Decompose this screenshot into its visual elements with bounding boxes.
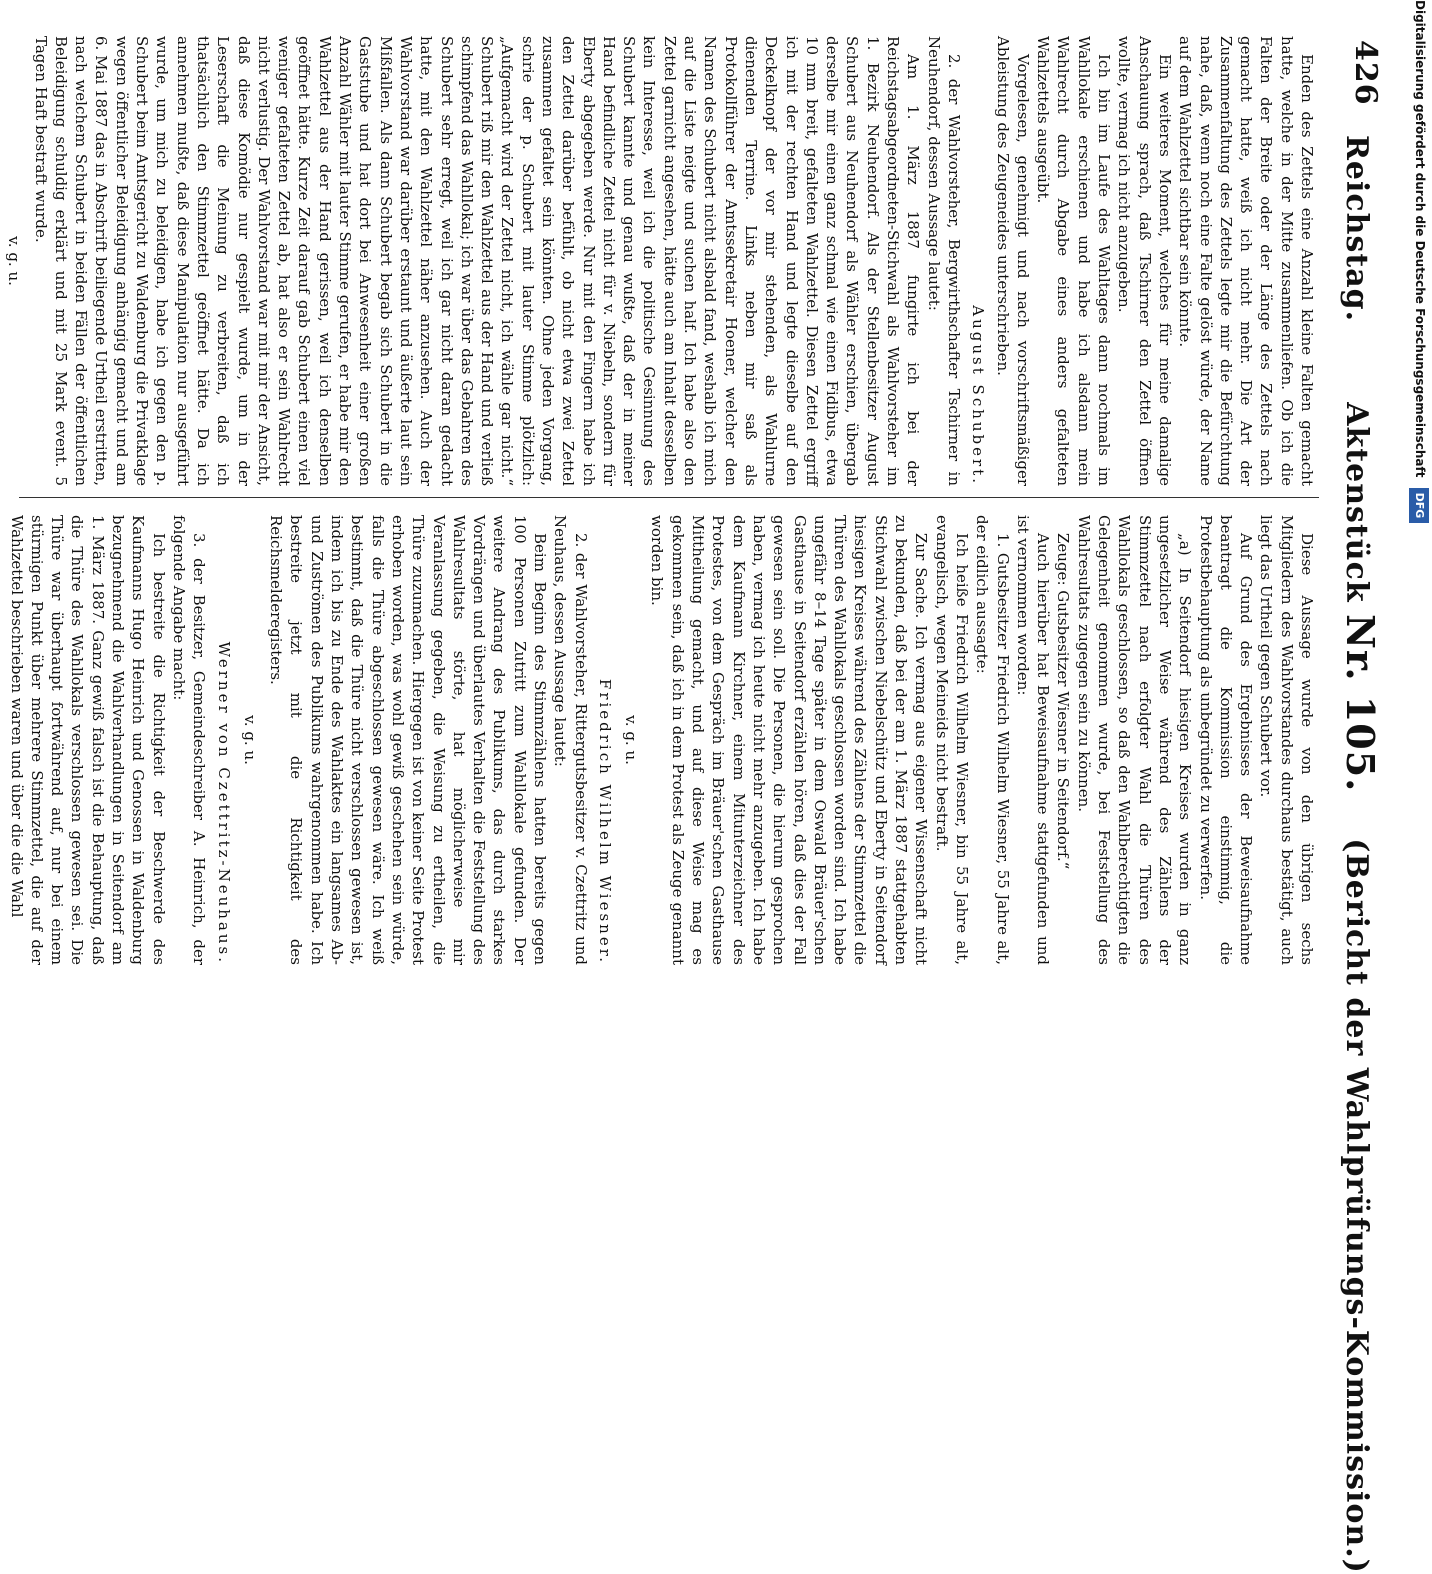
dfg-badge: DFG	[1409, 488, 1429, 524]
paragraph: Zeuge: Gutsbesitzer Wiesner in Seitendorf.“	[1054, 533, 1073, 870]
paragraph: Enden des Zettels eine Anzahl kleine Falten gemacht hatte, welche in der Mitte zusammenliefen. Ob ich die Falten der Breite oder der Länge des Zettels nach gemacht hatte, weiß ich nicht mehr. Die Art der Zusammenfaltung des Zettels legte mir die Befürchtung nahe, daß, wenn noch eine Falte gelöst würde, der Name auf dem Wahlzettel sichtbar sein könnte.	[1176, 36, 1316, 486]
paragraph: Am 1. März 1887 fungirte ich bei der Reichstagsabgeordneten-Stichwahl als Wahlvorsteher im 1. Bezirk Neuhendorf. Als der Stellenbesitzer August Schubert aus Neuhendorf als Wähler erschien, übergab derselbe mir einen ganz schmal wie einen Fidibus, etwa 10 mm breit, gefalteten Wahlzettel. Diesen Zettel ergriff ich mit der rechten Hand und legte dieselbe auf den Deckelknopf der vor mir stehenden, als Wahlurne dienenden Terrine. Links neben mir saß als Protokollführer der Amtssekretair Hoener, welcher den Namen des Schubert nicht alsbald fand, weshalb ich mich auf die Liste neigte und suchen half. Ich habe also den Zettel garnicht angesehen, hätte auch am Inhalt desselben kein Interesse, weil ich die politische Gesinnung des Schubert kannte und genau wußte, daß der in meiner Hand befindliche Zettel nicht für v. Niebeln, sondern für Eberty abgegeben werde. Nur mit den Fingern habe ich den Zettel darüber befühlt, ob nicht etwa zwei Zettel zusammen gefaltet sein könnten. Ohne jeden Vorgang, schrie der p. Schubert mit lauter Stimme plötzlich: „Aufgemacht wird der Zettel nicht, ich wähle gar nicht.“ Schubert riß mir den Wahlzettel aus der Hand und verließ schimpfend das Wahllokal; ich war über das Gebahren des Schubert sehr erregt, weil ich gar nicht daran gedacht hatte, mit den Wahlzettel näher anzusehen. Auch der Wahlvorstand war darüber erstaunt und äußerte laut sein Mißfallen. Als dann Schubert begab sich Schubert in die Gaststube und hat dort bei Anwesenheit einer großen Anzahl Wähler mit lauter Stimme gerufen, er habe mir den Wahlzettel aus der Hand gerissen, weil ich denselben geöffnet hätte. Kurze Zeit darauf gab Schubert einen viel weniger gefalteten Zettel ab, hat also er sein Wahlrecht nicht verlustig. Der Wahlvorstand war mit mir der Ansicht, daß diese Komödie nur gespielt wurde, um in der Leserschaft die Meinung zu verbreiten, daß ich thatsächlich den Stimmzettel geöffnet hätte. Da ich annehmen mußte, daß diese Manipulation nur ausgeführt wurde, um mich zu beleidigen, habe ich gegen den p. Schubert beim Amtsgericht zu Waldenburg die Privatklage wegen öffentlicher Beleidigung anhängig gemacht und am 6. Mai 1887 das in Abschrift beiliegende Urtheil erstritten, nach welchem Schubert in beiden Fällen der öffentlichen Beleidigung schuldig erklärt und mit 25 Mark event. 5 Tagen Haft bestraft wurde.	[31, 36, 923, 486]
attestation: v. g. u.	[240, 715, 259, 765]
funding-sidebar	[1412, 0, 1432, 1000]
funding-note: Digitalisierung gefördert durch die Deutsche Forschungsgemeinschaft	[1413, 0, 1427, 478]
running-head	[1338, 135, 1383, 1574]
page-number: 426	[1348, 40, 1383, 106]
paragraph: 1. Gutsbesitzer Friedrich Wilhelm Wiesner, 55 Jahre alt, der eidlich aussagte:	[973, 515, 1012, 965]
paragraph: Zur Sache. Ich vermag aus eigener Wissenschaft nicht zu bekunden, daß bei der am 1. März 1887 stattgehabten Stichwahl zwischen Niebelschütz und Eberty in Seitendorf hiesigen Kreises während des Zählens der Stimmzettel die Thüren des Wahllokals geschlossen worden sind. Ich habe ungefähr 8–14 Tage später in dem Oswald Bräuer'schen Gasthause in Seitendorf erzählen hören, daß dies der Fall gewesen sein soll. Die Personen, die hierum gesprochen haben, vermag ich heute nicht mehr anzugeben. Ich habe dem Kaufmann Kirchner, einem Mitunterzeichner des Protestes, von dem Gespräch im Bräuer'schen Gasthause Mittheilung gemacht, und auf diese Weise mag es gekommen sein, daß ich in dem Protest als Zeuge genannt worden bin.	[648, 515, 931, 965]
running-head-aktenstueck: Aktenstück	[1339, 402, 1374, 603]
paragraph: Ein weiteres Moment, welches für meine damalige Anschauung sprach, daß Tschirner den Zettel öffnen wollte, vermag ich nicht anzugeben.	[1115, 36, 1174, 486]
paragraph: Ich bin im Laufe des Wahltages dann nochmals im Wahllokale erschienen und habe ich alsdann mein Wahlrecht durch Abgabe eines anders gefalteten Wahlzettels ausgeübt.	[1034, 36, 1114, 486]
running-head-suffix: (Bericht der Wahlprüfungs-Kommission.)	[1339, 838, 1374, 1574]
signature: August Schubert.	[969, 305, 988, 486]
paragraph: Auch hierüber hat Beweisaufnahme stattgefunden und ist vernommen worden:	[1013, 515, 1053, 965]
page-header	[1331, 40, 1387, 1574]
paragraph: 2. der Wahlvorsteher, Rittergutsbesitzer v. Czettritz und Neuhaus, dessen Aussage lautet:	[551, 515, 590, 965]
attestation: v. g. u.	[5, 236, 24, 286]
paragraph: Ich heiße Friedrich Wilhelm Wiesner, bin 55 Jahre alt, evangelisch, wegen Meineids nicht bestraft.	[932, 515, 971, 965]
attestation: v. g. u.	[622, 715, 641, 765]
signature: Werner von Czettritz-Neuhaus.	[214, 641, 233, 965]
paragraph: 3. der Besitzer, Gemeindeschreiber A. Heinrich, der folgende Angabe macht:	[169, 515, 209, 965]
running-head-nr: Nr. 105.	[1338, 614, 1383, 793]
paragraph: Ich bestreite die Richtigkeit der Beschwerde des Kaufmanns Hugo Heinrich und Genossen in Waldenburg bezugnehmend die Wahlverhandlungen in Seitendorf am 1. März 1887. Ganz gewiß falsch ist die Behauptung, daß die Thüre des Wahllokals verschlossen gewesen sei. Die Thüre war überhaupt fortwährend auf, nur bei einem stürmigen Punkt über mehrere Stimmzettel, die auf der Wahlzettel beschrieben waren und über die die Wahl	[7, 515, 168, 965]
running-head-prefix: Reichstag.	[1339, 135, 1374, 323]
signature: Friedrich Wilhelm Wiesner.	[595, 678, 614, 965]
right-column	[7, 515, 1317, 965]
paragraph: Auf Grund des Ergebnisses der Beweisaufnahme beantragt die Kommission einstimmig, die Protestbehauptung als unbegründet zu verwerfen.	[1196, 515, 1256, 965]
paragraph: „a) In Seitendorf hiesigen Kreises wurden in ganz ungesetzlicher Weise während des Zählens der Stimmzettel nach erfolgter Wahl die Thüren des Wahllokals geschlossen, so daß den Wahlberechtigten die Gelegenheit genommen wurde, bei Feststellung des Wahlresultats zugegen sein zu können.	[1074, 515, 1195, 965]
paragraph: Diese Aussage wurde von den übrigen sechs Mitgliedern des Wahlvorstandes durchaus bestätigt, auch liegt das Urtheil gegen Schubert vor.	[1257, 515, 1316, 965]
paragraph: Vorgelesen, genehmigt und nach vorschriftsmäßiger Ableistung des Zeugeneides unterschrieben.	[993, 36, 1032, 486]
left-column	[5, 36, 1317, 486]
paragraph: Beim Beginn des Stimmzählens hatten bereits gegen 100 Personen Zutritt zum Wahllokale gefunden. Der weitere Andrang des Publikums, das durch starkes Vordrängen und überlautes Verhalten die Feststellung des Wahlresultats störte, hat möglicherweise mir Veranlassung gegeben, die Weisung zu ertheilen, die Thüre zuzumachen. Hiergegen ist von keiner Seite Protest erhoben worden, was wohl gewiß geschehen sein würde, falls die Thüre abgeschlossen gewesen wäre. Ich weiß bestimmt, daß die Thüre nicht verschlossen gewesen ist, indem ich bis zu Ende des Wahlaktes ein langsames Ab- und Zuströmen des Publikums wahrgenommen habe. Ich bestreite jetzt mit die Richtigkeit des Reichsmelderegisters.	[267, 515, 550, 965]
column-divider	[19, 497, 1319, 498]
paragraph: 2. der Wahlvorsteher, Bergwirthschafter Tschirner in Neuhendorf, dessen Aussage lautet:	[924, 36, 963, 486]
